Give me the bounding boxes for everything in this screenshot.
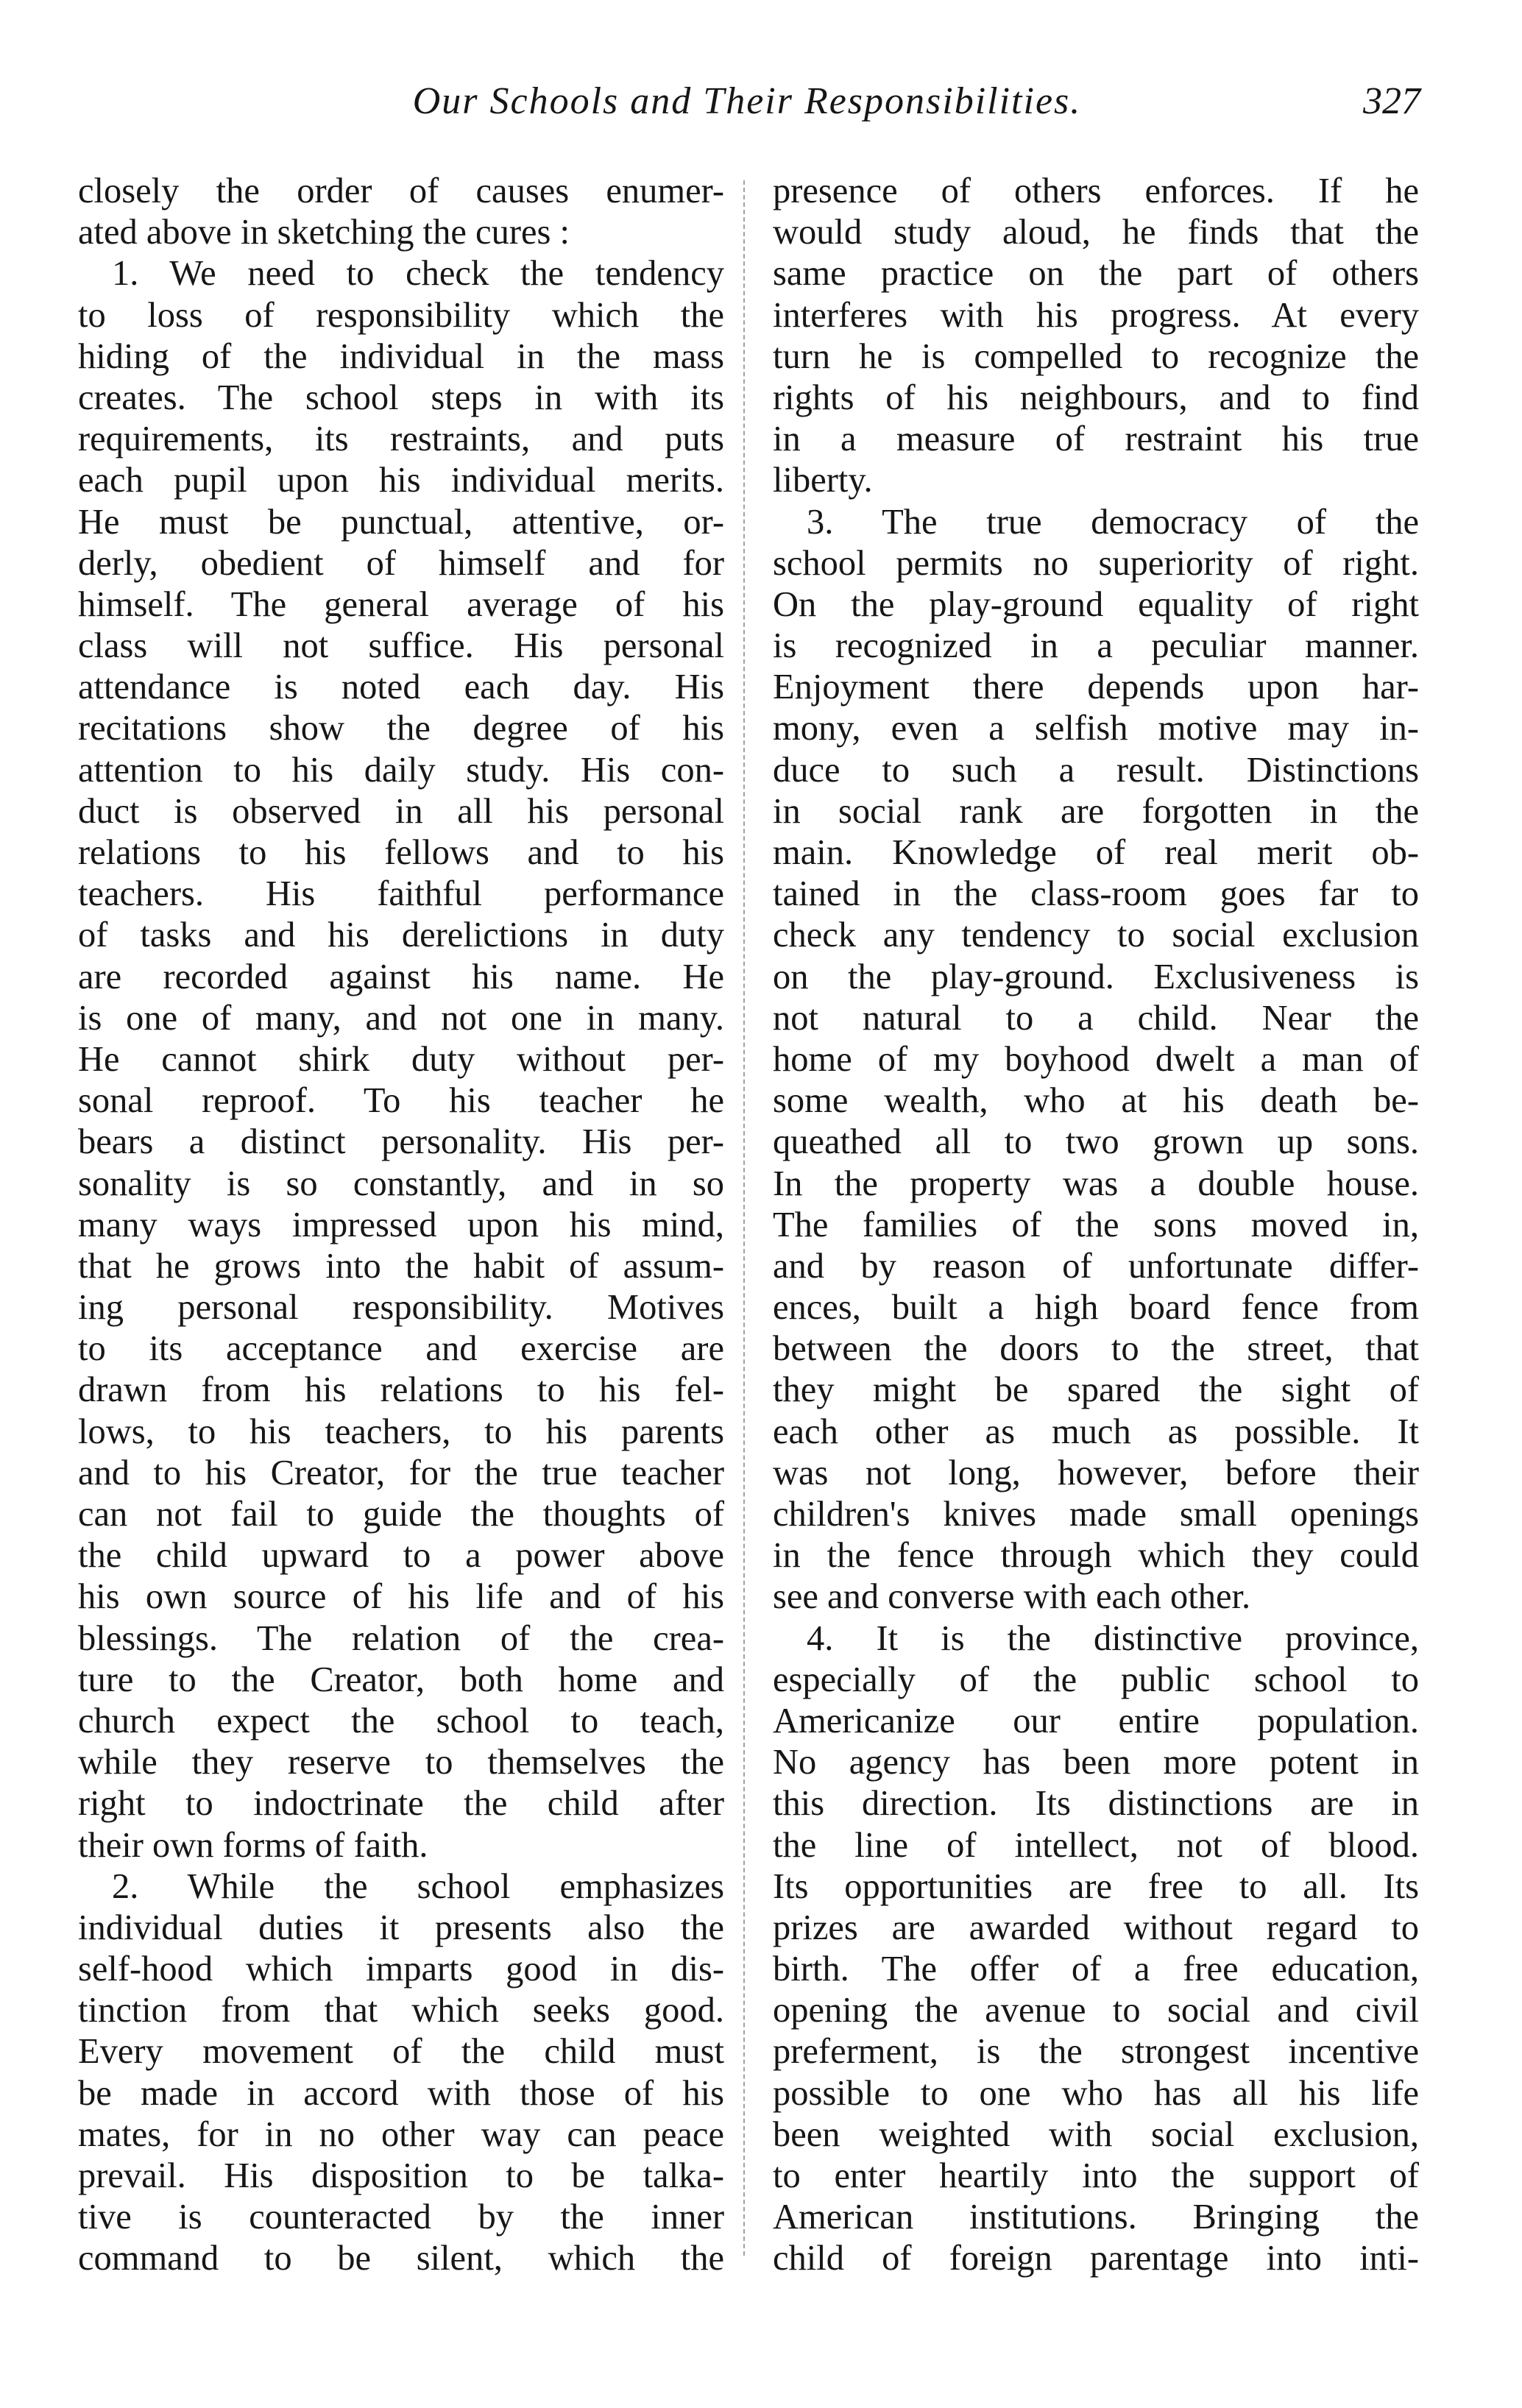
text-line: 4. It is the distinctive province, — [807, 1618, 1419, 1658]
text-line: preferment, is the strongest incentive — [773, 2032, 1419, 2072]
text-line: class will not suffice. His personal — [78, 626, 724, 666]
text-line: 2. While the school emphasizes — [112, 1866, 724, 1906]
text-line: drawn from his relations to his fel- — [78, 1370, 724, 1410]
column-divider — [743, 180, 745, 2256]
text-line: ture to the Creator, both home and — [78, 1660, 724, 1699]
text-line: right to indoctrinate the child after — [78, 1784, 724, 1824]
text-line: prizes are awarded without regard to — [773, 1908, 1419, 1947]
text-line: mates, for in no other way can peace — [78, 2114, 724, 2154]
text-line: hiding of the individual in the mass — [78, 336, 724, 376]
text-line: Americanize our entire population. — [773, 1701, 1419, 1741]
text-line: 3. The true democracy of the — [807, 502, 1419, 542]
text-line: sonality is so constantly, and in so — [78, 1164, 724, 1203]
running-title: Our Schools and Their Responsibilities. — [412, 80, 1082, 122]
text-line: turn he is compelled to recognize the — [773, 336, 1419, 376]
text-line: teachers. His faithful performance — [78, 874, 724, 914]
text-line: closely the order of causes enumer- — [78, 171, 724, 210]
text-line: some wealth, who at his death be- — [773, 1081, 1419, 1121]
text-line: requirements, its restraints, and puts — [78, 419, 724, 459]
text-line: attendance is noted each day. His — [78, 667, 724, 707]
text-line: tive is counteracted by the inner — [78, 2198, 724, 2237]
text-line: check any tendency to social exclusion — [773, 916, 1419, 955]
text-line: derly, obedient of himself and for — [78, 543, 724, 583]
text-line: In the property was a double house. — [773, 1164, 1419, 1203]
text-line: Every movement of the child must — [78, 2032, 724, 2072]
text-line: church expect the school to teach, — [78, 1701, 724, 1741]
text-line: sonal reproof. To his teacher he — [78, 1081, 724, 1121]
text-line: the line of intellect, not of blood. — [773, 1825, 1419, 1865]
text-line: On the play-ground equality of right — [773, 584, 1419, 624]
text-line: in a measure of restraint his true — [773, 419, 1419, 459]
text-line: they might be spared the sight of — [773, 1370, 1419, 1410]
text-line: child of foreign parentage into inti- — [773, 2239, 1419, 2278]
text-line: many ways impressed upon his mind, — [78, 1205, 724, 1244]
text-line: attention to his daily study. His con- — [78, 750, 724, 790]
text-line: his own source of his life and of his — [78, 1577, 724, 1617]
text-line: especially of the public school to — [773, 1660, 1419, 1699]
text-line: of tasks and his derelictions in duty — [78, 916, 724, 955]
text-line: not natural to a child. Near the — [773, 998, 1419, 1038]
text-line: rights of his neighbours, and to find — [773, 378, 1419, 417]
text-line: Its opportunities are free to all. Its — [773, 1866, 1419, 1906]
text-line: is recognized in a peculiar manner. — [773, 626, 1419, 666]
right-column — [773, 171, 1419, 2280]
text-line: American institutions. Bringing the — [773, 2198, 1419, 2237]
text-line: same practice on the part of others — [773, 254, 1419, 294]
text-line: presence of others enforces. If he — [773, 171, 1419, 210]
text-line: duce to such a result. Distinctions — [773, 750, 1419, 790]
text-line: this direction. Its distinctions are in — [773, 1784, 1419, 1824]
text-line: ing personal responsibility. Motives — [78, 1288, 724, 1328]
text-line: The families of the sons moved in, — [773, 1205, 1419, 1244]
text-line: was not long, however, before their — [773, 1453, 1419, 1492]
text-line: to enter heartily into the support of — [773, 2156, 1419, 2195]
page-number: 327 — [1363, 80, 1420, 122]
text-line: the child upward to a power above — [78, 1536, 724, 1576]
text-line: while they reserve to themselves the — [78, 1743, 724, 1782]
text-line: prevail. His disposition to be talka- — [78, 2156, 724, 2195]
left-column — [78, 171, 724, 2280]
text-line: their own forms of faith. — [78, 1825, 428, 1865]
text-line: 1. We need to check the tendency — [112, 254, 724, 294]
text-line: each other as much as possible. It — [773, 1412, 1419, 1451]
text-line: would study aloud, he finds that the — [773, 213, 1419, 252]
text-line: queathed all to two grown up sons. — [773, 1122, 1419, 1162]
text-line: and to his Creator, for the true teacher — [78, 1453, 724, 1492]
text-line: bears a distinct personality. His per- — [78, 1122, 724, 1162]
text-line: between the doors to the street, that — [773, 1329, 1419, 1369]
text-line: liberty. — [773, 461, 873, 500]
text-line: Enjoyment there depends upon har- — [773, 667, 1419, 707]
text-line: interferes with his progress. At every — [773, 295, 1419, 335]
text-line: individual duties it presents also the — [78, 1908, 724, 1947]
text-line: on the play-ground. Exclusiveness is — [773, 957, 1419, 996]
text-line: school permits no superiority of right. — [773, 543, 1419, 583]
text-line: recitations show the degree of his — [78, 709, 724, 748]
text-line: himself. The general average of his — [78, 584, 724, 624]
text-line: children's knives made small openings — [773, 1495, 1419, 1534]
text-line: lows, to his teachers, to his parents — [78, 1412, 724, 1451]
text-line: can not fail to guide the thoughts of — [78, 1495, 724, 1534]
text-line: possible to one who has all his life — [773, 2073, 1419, 2113]
running-head — [74, 79, 1420, 131]
text-line: to its acceptance and exercise are — [78, 1329, 724, 1369]
text-line: He cannot shirk duty without per- — [78, 1039, 724, 1079]
text-line: self-hood which imparts good in dis- — [78, 1950, 724, 1989]
text-line: be made in accord with those of his — [78, 2073, 724, 2113]
text-line: No agency has been more potent in — [773, 1743, 1419, 1782]
text-line: is one of many, and not one in many. — [78, 998, 724, 1038]
text-line: main. Knowledge of real merit ob- — [773, 833, 1419, 872]
text-line: blessings. The relation of the crea- — [78, 1618, 724, 1658]
text-line: tained in the class-room goes far to — [773, 874, 1419, 914]
text-line: duct is observed in all his personal — [78, 791, 724, 831]
text-line: home of my boyhood dwelt a man of — [773, 1039, 1419, 1079]
text-line: creates. The school steps in with its — [78, 378, 724, 417]
text-line: opening the avenue to social and civil — [773, 1991, 1419, 2030]
text-line: mony, even a selfish motive may in- — [773, 709, 1419, 748]
text-line: see and converse with each other. — [773, 1577, 1251, 1617]
text-line: command to be silent, which the — [78, 2239, 724, 2278]
text-line: to loss of responsibility which the — [78, 295, 724, 335]
text-line: ences, built a high board fence from — [773, 1288, 1419, 1328]
text-line: and by reason of unfortunate differ- — [773, 1246, 1419, 1286]
text-line: relations to his fellows and to his — [78, 833, 724, 872]
text-line: ated above in sketching the cures : — [78, 213, 570, 252]
text-line: that he grows into the habit of assum- — [78, 1246, 724, 1286]
text-line: in the fence through which they could — [773, 1536, 1419, 1576]
text-line: been weighted with social exclusion, — [773, 2114, 1419, 2154]
text-line: tinction from that which seeks good. — [78, 1991, 724, 2030]
text-line: are recorded against his name. He — [78, 957, 724, 996]
text-line: in social rank are forgotten in the — [773, 791, 1419, 831]
text-line: each pupil upon his individual merits. — [78, 461, 724, 500]
text-line: He must be punctual, attentive, or- — [78, 502, 724, 542]
text-line: birth. The offer of a free education, — [773, 1950, 1419, 1989]
